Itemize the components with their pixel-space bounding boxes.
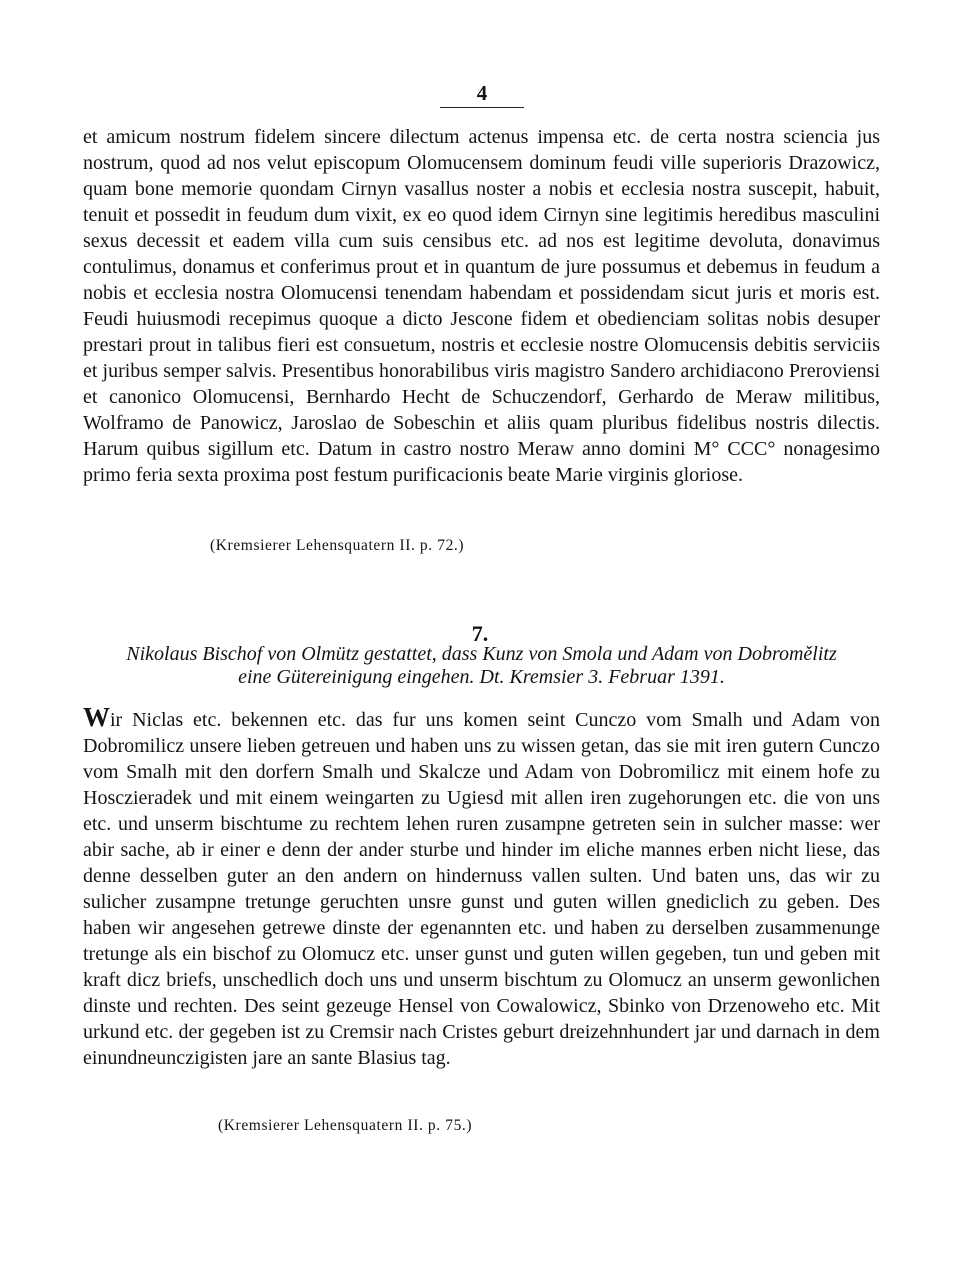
heading-line: Nikolaus Bischof von Olmütz gestattet, dass Kunz von Smola und Adam von Dobromělitz bbox=[126, 643, 837, 665]
page-number: 4 bbox=[440, 82, 524, 108]
charter-text-paragraph: et amicum nostrum fidelem sincere dilectum actenus impensa etc. de certa nostra sciencia jus nostrum, quod ad nos velut episcopum Olomucensem dominum feudi ville superioris Drazowicz, quam bone memorie quondam Cirnyn vasallus noster a nobis et ecclesia nostra suscepit, habuit, tenuit et possedit in feudum dum vixit, ex eo quod idem Cirnyn sine legitimis heredibus masculini sexus decessit et eadem villa cum suis censibus etc. ad nos est legitime devoluta, donavimus contulimus, donamus et conferimus prout et in quantum de jure possumus et debemus in feudum a nobis et ecclesia nostra Olomucensi tenendam habendam et possidendam sicut juris et moris est. Feudi huiusmodi recepimus quoque a dicto Jescone fidem et obedienciam solitas nobis desuper prestari prout in talibus fieri est consuetum, nostris et ecclesie nostre Olomucensis debitis serviciis et juribus semper salvis. Presentibus honorabilibus viris magistro Sandero archidiacono Preroviensi et canonico Olomucensi, Bernhardo Hecht de Schuczendorf, Gerhardo de Meraw militibus, Wolframo de Panowicz, Jaroslao de Sobeschin et aliis quam pluribus fidelibus nostris dilectis. Harum quibus sigillum etc. Datum in castro nostro Meraw anno domini M° CCC° nonagesimo primo feria sexta proxima post festum purificacionis beate Marie virginis gloriose. bbox=[83, 126, 880, 486]
document-text-paragraph bbox=[83, 702, 880, 1071]
heading-line: eine Gütereinigung eingehen. Dt. Kremsier 3. Februar 1391. bbox=[238, 666, 725, 688]
source-citation: (Kremsierer Lehensquatern II. p. 75.) bbox=[218, 1117, 473, 1134]
paragraph-body: ir Niclas etc. bekennen etc. das fur uns komen seint Cunczo vom Smalh und Adam von Dobromilicz unsere lieben getreuen und haben uns zu wissen getan, das sie mit iren gutern Cunczo vom Smalh mit den dorfern Smalh und Skalcze und Adam von Dobromilicz mit einem hofe zu Hosczieradek und mit einem weingarten zu Ugiesd mit allen iren zugehorungen etc. die von uns etc. und unserm bischtume zu rechtem lehen ruren zusampne getreten sein in sulcher masse: wer abir sache, ab ir einer e denn der ander sturbe und hinder im eliche mannes erben nicht liese, das denne desselben guter an den andern on hindernuss vallen sulten. Und baten uns, das wir zu sulicher zusampne tretunge geruchten unsre gunst und guten willen gnediclich zu geben. Des haben wir angesehen getrewe dinste der egenannten etc. und haben zu derselben zusammenunge tretunge als ein bischof zu Olomucz etc. unser gunst und guten willen gegeben, tun und geben mit kraft dicz briefs, unschedlich doch uns und unserm bischtum zu Olomucz an unserm gewonlichen dinste und rechten. Des seint gezeuge Hensel von Cowalowicz, Sbinko von Drzenoweho etc. Mit urkund etc. der gegeben ist zu Cremsir nach Cristes geburt dreizehnhundert jar und darnach in dem einundneunczigisten jare an sante Blasius tag. bbox=[83, 709, 880, 1069]
source-citation: (Kremsierer Lehensquatern II. p. 72.) bbox=[210, 537, 465, 554]
initial-letter: W bbox=[83, 702, 110, 732]
document-heading bbox=[83, 643, 880, 689]
document-number: 7. bbox=[471, 621, 489, 646]
